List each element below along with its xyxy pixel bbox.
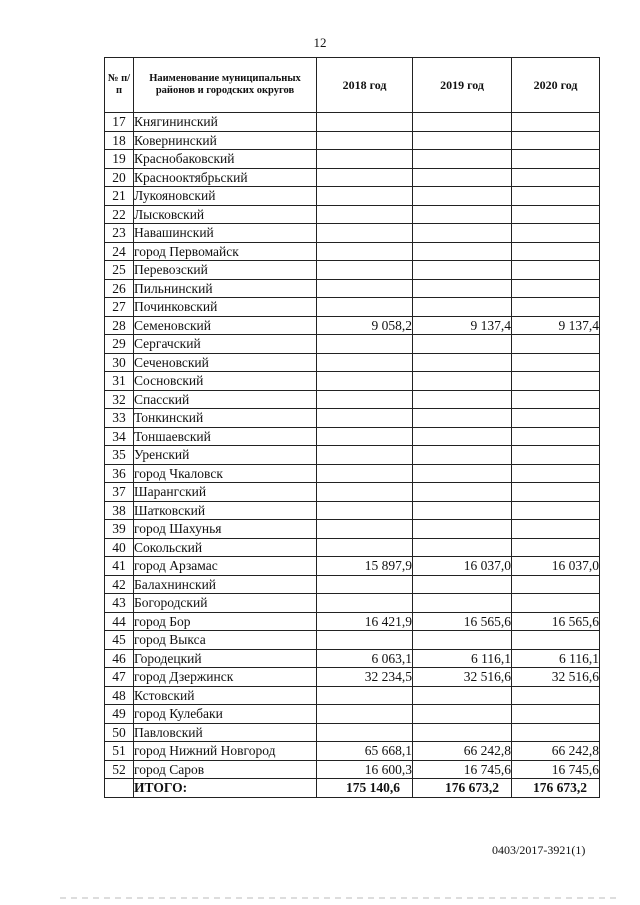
table-row (105, 279, 600, 298)
row-number: 39 (105, 520, 134, 539)
value-2020: 16 037,0 (512, 557, 600, 576)
table-row (105, 335, 600, 354)
table-row (105, 760, 600, 779)
value-2019 (413, 427, 512, 446)
value-2020 (512, 242, 600, 261)
row-name: Богородский (134, 594, 317, 613)
row-name: Шатковский (134, 501, 317, 520)
value-2018 (317, 446, 413, 465)
table-row (105, 150, 600, 169)
table-row (105, 261, 600, 280)
row-name: Ковернинский (134, 131, 317, 150)
row-number: 17 (105, 113, 134, 132)
row-number: 27 (105, 298, 134, 317)
table-row (105, 594, 600, 613)
table-row (105, 742, 600, 761)
subsidy-table (104, 57, 600, 798)
value-2018: 16 600,3 (317, 760, 413, 779)
row-name: Кстовский (134, 686, 317, 705)
value-2018 (317, 594, 413, 613)
value-2020: 16 745,6 (512, 760, 600, 779)
value-2020 (512, 113, 600, 132)
value-2020: 9 137,4 (512, 316, 600, 335)
value-2020 (512, 446, 600, 465)
total-2018: 175 140,6 (317, 779, 413, 798)
row-name: Павловский (134, 723, 317, 742)
value-2018 (317, 372, 413, 391)
value-2019 (413, 538, 512, 557)
value-2019: 6 116,1 (413, 649, 512, 668)
value-2019 (413, 372, 512, 391)
header-2018: 2018 год (317, 58, 413, 113)
value-2019 (413, 409, 512, 428)
value-2019 (413, 205, 512, 224)
table-row (105, 649, 600, 668)
row-number: 19 (105, 150, 134, 169)
table-row (105, 113, 600, 132)
value-2020 (512, 520, 600, 539)
row-number: 50 (105, 723, 134, 742)
row-name: Лукояновский (134, 187, 317, 206)
row-number: 42 (105, 575, 134, 594)
value-2019: 16 037,0 (413, 557, 512, 576)
row-number: 37 (105, 483, 134, 502)
value-2019 (413, 390, 512, 409)
row-number: 41 (105, 557, 134, 576)
table-row (105, 612, 600, 631)
row-name: город Первомайск (134, 242, 317, 261)
value-2019 (413, 298, 512, 317)
row-number: 31 (105, 372, 134, 391)
row-number: 49 (105, 705, 134, 724)
value-2020 (512, 390, 600, 409)
row-name: Сеченовский (134, 353, 317, 372)
value-2018 (317, 113, 413, 132)
row-number: 46 (105, 649, 134, 668)
row-number: 38 (105, 501, 134, 520)
value-2018 (317, 538, 413, 557)
table-row (105, 723, 600, 742)
row-number: 43 (105, 594, 134, 613)
value-2020 (512, 279, 600, 298)
row-number: 47 (105, 668, 134, 687)
value-2020 (512, 298, 600, 317)
table-row (105, 390, 600, 409)
value-2018 (317, 335, 413, 354)
value-2019: 66 242,8 (413, 742, 512, 761)
value-2019: 16 745,6 (413, 760, 512, 779)
value-2018 (317, 298, 413, 317)
value-2019 (413, 261, 512, 280)
row-name: город Саров (134, 760, 317, 779)
value-2018 (317, 427, 413, 446)
value-2018: 9 058,2 (317, 316, 413, 335)
value-2018 (317, 242, 413, 261)
value-2018 (317, 390, 413, 409)
value-2020 (512, 187, 600, 206)
row-name: город Нижний Новгород (134, 742, 317, 761)
value-2018 (317, 150, 413, 169)
value-2018 (317, 279, 413, 298)
row-name: Сергачский (134, 335, 317, 354)
document-code: 0403/2017-3921(1) (492, 843, 586, 857)
value-2018 (317, 224, 413, 243)
total-2019: 176 673,2 (413, 779, 512, 798)
row-name: Городецкий (134, 649, 317, 668)
value-2018: 15 897,9 (317, 557, 413, 576)
row-number: 35 (105, 446, 134, 465)
header-2019: 2019 год (413, 58, 512, 113)
table-row (105, 538, 600, 557)
value-2019 (413, 723, 512, 742)
table-row (105, 668, 600, 687)
row-number: 33 (105, 409, 134, 428)
row-name: город Кулебаки (134, 705, 317, 724)
table-header-row (105, 58, 600, 113)
row-number: 36 (105, 464, 134, 483)
row-name: Тонкинский (134, 409, 317, 428)
value-2019 (413, 594, 512, 613)
row-number: 18 (105, 131, 134, 150)
value-2020 (512, 168, 600, 187)
value-2019: 32 516,6 (413, 668, 512, 687)
value-2020 (512, 150, 600, 169)
value-2020: 66 242,8 (512, 742, 600, 761)
row-name: город Шахунья (134, 520, 317, 539)
row-number: 23 (105, 224, 134, 243)
value-2020 (512, 372, 600, 391)
value-2018: 6 063,1 (317, 649, 413, 668)
row-name: Уренский (134, 446, 317, 465)
table-row (105, 520, 600, 539)
value-2020 (512, 594, 600, 613)
row-name: Балахнинский (134, 575, 317, 594)
table-row (105, 131, 600, 150)
total-2020: 176 673,2 (512, 779, 600, 798)
value-2018 (317, 131, 413, 150)
table-row (105, 483, 600, 502)
value-2018 (317, 464, 413, 483)
value-2020 (512, 261, 600, 280)
value-2020 (512, 575, 600, 594)
row-name: город Бор (134, 612, 317, 631)
row-number: 25 (105, 261, 134, 280)
value-2020: 16 565,6 (512, 612, 600, 631)
value-2020: 32 516,6 (512, 668, 600, 687)
table-row (105, 446, 600, 465)
value-2018 (317, 575, 413, 594)
value-2018 (317, 631, 413, 650)
value-2018 (317, 705, 413, 724)
value-2018 (317, 686, 413, 705)
value-2018 (317, 205, 413, 224)
value-2018 (317, 187, 413, 206)
value-2018: 65 668,1 (317, 742, 413, 761)
row-name: Навашинский (134, 224, 317, 243)
table-row (105, 242, 600, 261)
total-row (105, 779, 600, 798)
value-2020 (512, 705, 600, 724)
value-2020 (512, 631, 600, 650)
table-row (105, 205, 600, 224)
row-name: Краснобаковский (134, 150, 317, 169)
value-2020 (512, 483, 600, 502)
row-number: 40 (105, 538, 134, 557)
row-name: Спасский (134, 390, 317, 409)
table-row (105, 427, 600, 446)
total-label: ИТОГО: (134, 779, 317, 798)
row-number: 48 (105, 686, 134, 705)
total-num-cell (105, 779, 134, 798)
value-2020: 6 116,1 (512, 649, 600, 668)
row-name: Краснооктябрьский (134, 168, 317, 187)
value-2019: 16 565,6 (413, 612, 512, 631)
value-2018 (317, 501, 413, 520)
value-2019 (413, 446, 512, 465)
table-row (105, 575, 600, 594)
value-2020 (512, 224, 600, 243)
value-2020 (512, 205, 600, 224)
row-number: 22 (105, 205, 134, 224)
row-number: 32 (105, 390, 134, 409)
row-number: 52 (105, 760, 134, 779)
value-2019 (413, 464, 512, 483)
row-number: 26 (105, 279, 134, 298)
value-2020 (512, 501, 600, 520)
row-number: 34 (105, 427, 134, 446)
value-2019 (413, 168, 512, 187)
row-number: 24 (105, 242, 134, 261)
value-2020 (512, 686, 600, 705)
value-2019 (413, 335, 512, 354)
table-row (105, 557, 600, 576)
table-row (105, 631, 600, 650)
row-name: город Выкса (134, 631, 317, 650)
table-row (105, 224, 600, 243)
table-row (105, 316, 600, 335)
row-name: Сосновский (134, 372, 317, 391)
row-number: 44 (105, 612, 134, 631)
row-name: Перевозский (134, 261, 317, 280)
value-2020 (512, 131, 600, 150)
value-2020 (512, 409, 600, 428)
value-2019 (413, 150, 512, 169)
value-2020 (512, 464, 600, 483)
value-2018 (317, 261, 413, 280)
table-row (105, 409, 600, 428)
row-name: город Дзержинск (134, 668, 317, 687)
value-2018 (317, 353, 413, 372)
row-name: Шарангский (134, 483, 317, 502)
page-number: 12 (313, 35, 327, 50)
value-2020 (512, 538, 600, 557)
table-row (105, 168, 600, 187)
value-2018: 16 421,9 (317, 612, 413, 631)
value-2019 (413, 575, 512, 594)
row-number: 45 (105, 631, 134, 650)
row-number: 51 (105, 742, 134, 761)
value-2019 (413, 353, 512, 372)
row-number: 21 (105, 187, 134, 206)
row-number: 30 (105, 353, 134, 372)
row-number: 20 (105, 168, 134, 187)
table-row (105, 353, 600, 372)
value-2019 (413, 705, 512, 724)
scan-edge-divider (60, 897, 620, 899)
row-name: город Чкаловск (134, 464, 317, 483)
row-name: Пильнинский (134, 279, 317, 298)
value-2019 (413, 113, 512, 132)
table-row (105, 705, 600, 724)
table-body (105, 113, 600, 779)
row-name: Лысковский (134, 205, 317, 224)
table-row (105, 501, 600, 520)
table-row (105, 464, 600, 483)
value-2018: 32 234,5 (317, 668, 413, 687)
value-2019 (413, 520, 512, 539)
value-2020 (512, 427, 600, 446)
table-row (105, 298, 600, 317)
value-2018 (317, 168, 413, 187)
value-2019 (413, 242, 512, 261)
header-2020: 2020 год (512, 58, 600, 113)
header-num: № п/п (105, 58, 134, 113)
table-row (105, 686, 600, 705)
value-2019 (413, 131, 512, 150)
value-2018 (317, 483, 413, 502)
row-number: 28 (105, 316, 134, 335)
value-2020 (512, 353, 600, 372)
value-2019 (413, 686, 512, 705)
value-2020 (512, 723, 600, 742)
value-2018 (317, 409, 413, 428)
row-number: 29 (105, 335, 134, 354)
row-name: город Арзамас (134, 557, 317, 576)
table-row (105, 372, 600, 391)
row-name: Починковский (134, 298, 317, 317)
value-2019 (413, 279, 512, 298)
value-2018 (317, 520, 413, 539)
header-name: Наименование муниципальных районов и городских округов (134, 58, 317, 113)
value-2018 (317, 723, 413, 742)
table-row (105, 187, 600, 206)
value-2019 (413, 501, 512, 520)
row-name: Княгининский (134, 113, 317, 132)
value-2019 (413, 483, 512, 502)
row-name: Сокольский (134, 538, 317, 557)
value-2019: 9 137,4 (413, 316, 512, 335)
row-name: Тоншаевский (134, 427, 317, 446)
value-2020 (512, 335, 600, 354)
value-2019 (413, 224, 512, 243)
row-name: Семеновский (134, 316, 317, 335)
value-2019 (413, 187, 512, 206)
value-2019 (413, 631, 512, 650)
